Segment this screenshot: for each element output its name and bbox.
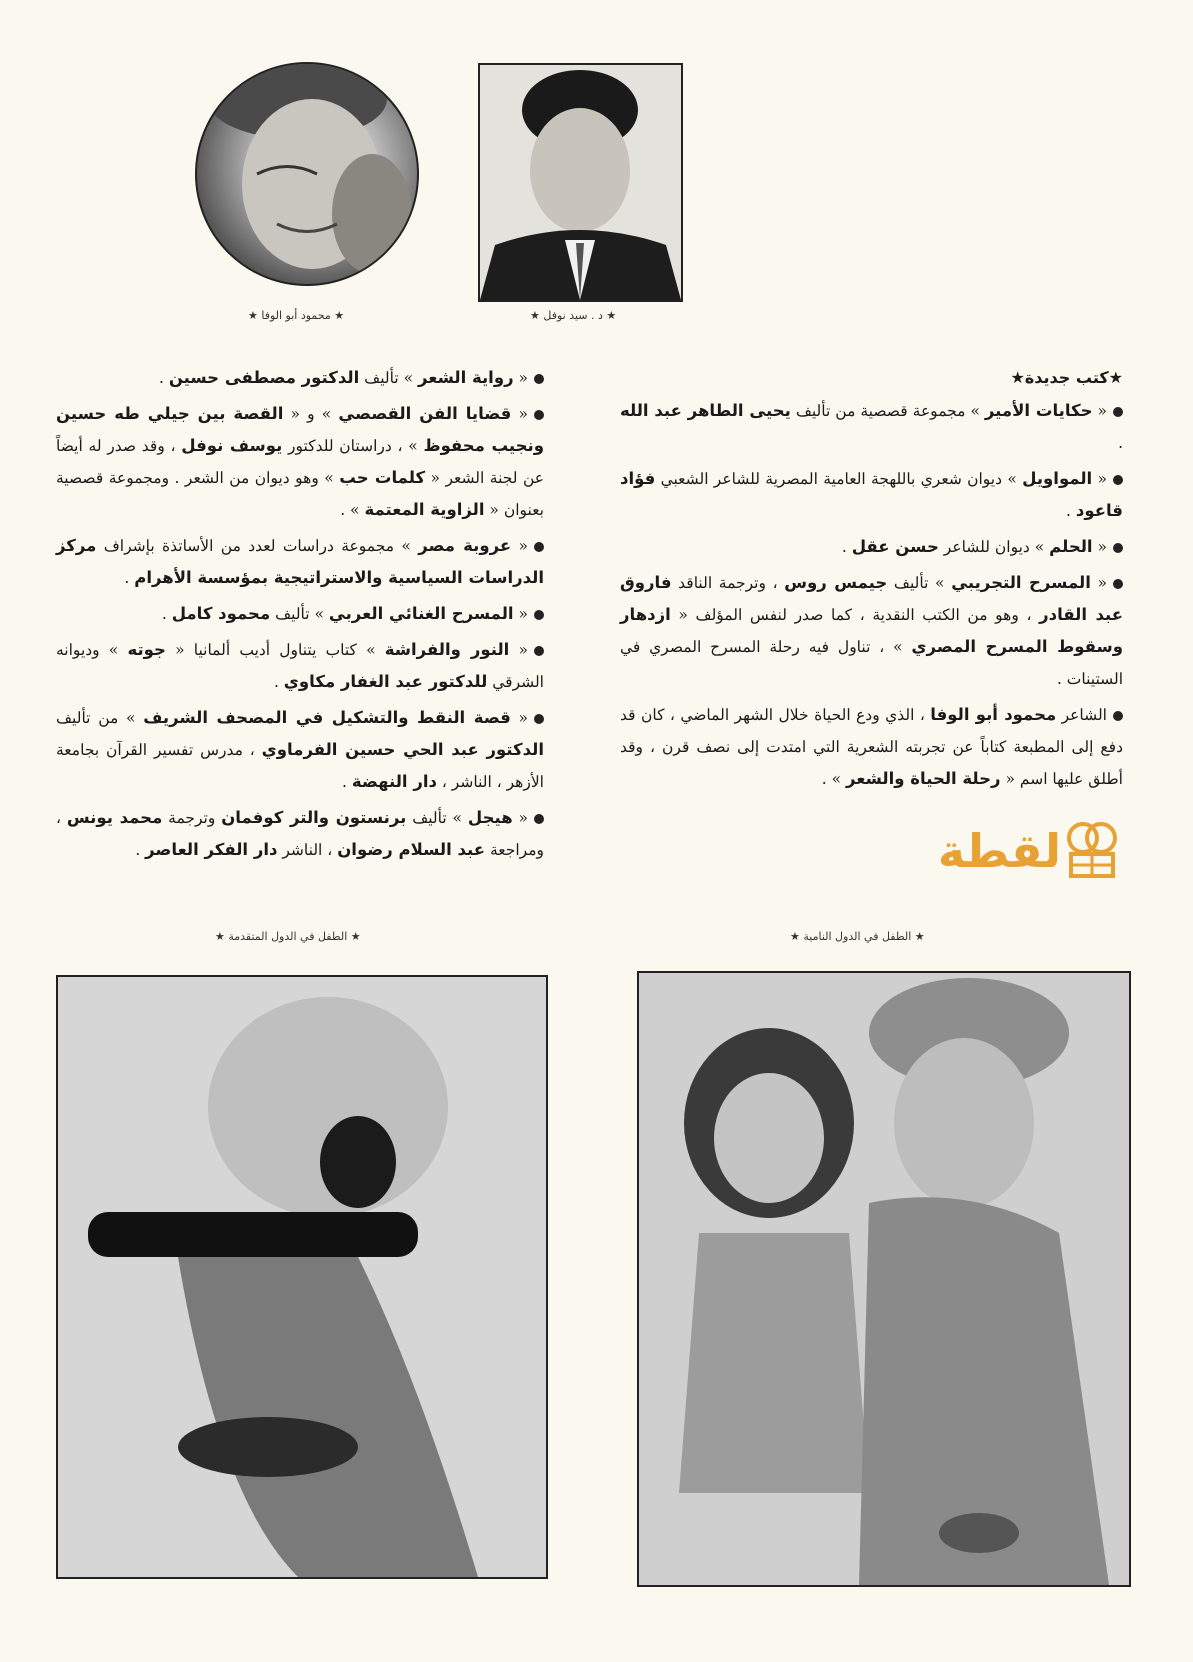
entry-highlight: الحلم — [1049, 537, 1093, 556]
entry-highlight: ازدهار وسقوط المسرح المصري — [620, 605, 1123, 656]
entry-text: « — [511, 405, 528, 423]
caption-abu-alwafa: ★ محمود أبو الوفا ★ — [248, 309, 345, 322]
book-entry — [620, 567, 1123, 695]
entry-highlight: فاروق عبد القادر — [620, 573, 1123, 624]
entry-highlight: قصة النقط والتشكيل في المصحف الشريف — [143, 708, 511, 727]
entry-highlight: الزاوية المعتمة — [364, 500, 485, 519]
entry-text: « — [1092, 470, 1107, 488]
bullet-icon — [1113, 579, 1123, 589]
entry-highlight: برنستون والتر كوفمان — [221, 808, 407, 827]
entry-highlight: فؤاد قاعود — [620, 469, 1123, 520]
entry-text: « — [509, 641, 528, 659]
camera-rings-icon — [1061, 818, 1123, 880]
entry-highlight: مركز الدراسات السياسية والاستراتيجية بمؤسسة الأهرام — [56, 536, 544, 587]
bullet-icon — [534, 646, 544, 656]
entry-highlight: يحيى الطاهر عبد الله — [620, 401, 791, 420]
book-entry — [56, 702, 544, 798]
book-entry — [56, 398, 544, 526]
entry-text: . — [161, 605, 172, 623]
entry-text: « — [513, 605, 528, 623]
caption-child-developed: ★ الطفل في الدول المتقدمة ★ — [215, 930, 361, 943]
entry-highlight: الدكتور مصطفى حسين — [168, 368, 360, 387]
entry-text: « — [1090, 574, 1108, 592]
entry-text: . — [1118, 434, 1123, 452]
entry-highlight: عبد السلام رضوان — [337, 840, 486, 859]
entry-text: . — [135, 841, 146, 859]
entry-text: ، وترجمة الناقد — [671, 574, 785, 592]
entry-text: » مجموعة قصصية من تأليف — [790, 402, 985, 420]
bullet-icon — [1113, 475, 1123, 485]
portrait-mahmoud-abu-alwafa — [195, 62, 419, 286]
entry-text: . — [841, 538, 852, 556]
entry-text: ، مدرس تفسير القرآن بجامعة الأزهر ، الناشر ، — [56, 741, 544, 791]
book-entry — [56, 530, 544, 594]
bullet-icon — [1113, 407, 1123, 417]
entry-text: » كتاب يتناول أديب ألمانيا « — [165, 641, 385, 659]
entry-text: الشاعر — [1056, 706, 1107, 724]
bullet-icon — [534, 542, 544, 552]
book-entry — [56, 634, 544, 698]
entry-highlight: هيجل — [467, 808, 513, 827]
entry-text: . — [1066, 502, 1076, 520]
entry-highlight: الدكتور عبد الحي حسين الفرماوي — [261, 740, 545, 759]
entry-text: » . — [821, 770, 847, 788]
entry-highlight: كلمات حب — [339, 468, 426, 487]
entry-text: » تأليف — [359, 369, 418, 387]
entry-highlight: حسن عقل — [851, 537, 939, 556]
entry-highlight: قضايا الفن القصصي — [338, 404, 512, 423]
entry-highlight: حكايات الأمير — [984, 401, 1093, 420]
section-title-new-books: ★كتب جديدة★ — [1010, 368, 1123, 387]
book-entry — [620, 463, 1123, 527]
entry-text: » تأليف — [887, 574, 952, 592]
entry-text: ، الذي ودع الحياة خلال الشهر الماضي ، كان قد دفع إلى المطبعة كتاباً عن تجربته الشعرية التي امتدت إلى نصف قرن ، وقد أطلق عليها اسم « — [620, 706, 1123, 788]
photo-crying-children — [637, 971, 1131, 1587]
entry-text: « — [510, 709, 528, 727]
entry-text: « — [1092, 538, 1107, 556]
book-entry — [620, 699, 1123, 795]
entry-highlight: رواية الشعر — [418, 368, 514, 387]
bullet-icon — [534, 374, 544, 384]
entry-text: . — [273, 673, 284, 691]
entry-highlight: جيمس روس — [784, 573, 888, 592]
entry-text: » وهو ديوان من الشعر . ومجموعة قصصية بعنوان « — [56, 469, 544, 519]
bullet-icon — [534, 714, 544, 724]
entry-text: ، وهو من الكتب النقدية ، كما صدر لنفس المؤلف « — [670, 606, 1040, 624]
bullet-icon — [534, 610, 544, 620]
entry-text: « — [513, 369, 528, 387]
entry-highlight: النور والفراشة — [384, 640, 510, 659]
book-entry — [56, 362, 544, 394]
entry-text: » من تأليف — [56, 709, 144, 727]
entry-text: ، الناشر — [277, 841, 338, 859]
bullet-icon — [1113, 711, 1123, 721]
entry-text: « — [511, 537, 528, 555]
entry-text: « — [512, 809, 528, 827]
entry-text: . — [341, 773, 352, 791]
entry-text: » . — [340, 501, 365, 519]
entry-highlight: رحلة الحياة والشعر — [846, 769, 1001, 788]
entry-text: » وديوانه الشرقي — [56, 641, 544, 691]
portrait-sayed-nofal — [478, 63, 683, 302]
entry-highlight: محمود أبو الوفا — [930, 705, 1057, 724]
caption-sayed-nofal: ★ د . سيد نوفل ★ — [530, 309, 617, 322]
book-entry — [620, 395, 1123, 459]
book-entry — [56, 598, 544, 630]
entry-text: » تأليف — [406, 809, 468, 827]
entry-highlight: للدكتور عبد الغفار مكاوي — [283, 672, 488, 691]
bullet-icon — [1113, 543, 1123, 553]
entry-text: ، ومراجعة — [56, 809, 544, 859]
entry-highlight: يوسف نوفل — [181, 436, 283, 455]
entry-highlight: محمد يونس — [66, 808, 163, 827]
entry-text: ، وقد صدر له أيضاً عن لجنة الشعر « — [56, 437, 545, 487]
bullet-icon — [534, 814, 544, 824]
entry-text: » مجموعة دراسات لعدد من الأساتذة بإشراف — [96, 537, 419, 555]
left-column — [56, 362, 544, 870]
entry-text: » تأليف — [270, 605, 329, 623]
entry-text: » ديوان للشاعر — [938, 538, 1050, 556]
entry-highlight: المسرح التجريبي — [951, 573, 1091, 592]
entry-text: » ، تناول فيه رحلة المسرح المصري في الستينات . — [620, 638, 1123, 688]
entry-highlight: المواويل — [1022, 469, 1093, 488]
book-entry — [56, 802, 544, 866]
book-entry — [620, 531, 1123, 563]
entry-text: وترجمة — [162, 809, 222, 827]
laqta-logo — [918, 818, 1123, 888]
right-column — [620, 395, 1123, 799]
photo-crying-baby-dumbbell — [56, 975, 548, 1579]
entry-text: » ، دراستان للدكتور — [282, 437, 424, 455]
entry-highlight: عروبة مصر — [418, 536, 512, 555]
caption-child-developing: ★ الطفل في الدول النامية ★ — [790, 930, 925, 943]
entry-highlight: القصة بين جيلي طه حسين ونجيب محفوظ — [56, 404, 544, 455]
bullet-icon — [534, 410, 544, 420]
entry-highlight: دار الفكر العاصر — [145, 840, 278, 859]
logo-text: لقطة — [937, 824, 1061, 878]
entry-highlight: جوته — [127, 640, 166, 659]
entry-highlight: دار النهضة — [351, 772, 437, 791]
entry-text: . — [124, 569, 135, 587]
entry-text: . — [158, 369, 169, 387]
entry-text: « — [1092, 402, 1107, 420]
entry-text: » و « — [283, 405, 339, 423]
entry-highlight: محمود كامل — [171, 604, 271, 623]
entry-highlight: المسرح الغنائي العربي — [328, 604, 514, 623]
entry-text: » ديوان شعري باللهجة العامية المصرية للشاعر الشعبي — [655, 470, 1023, 488]
